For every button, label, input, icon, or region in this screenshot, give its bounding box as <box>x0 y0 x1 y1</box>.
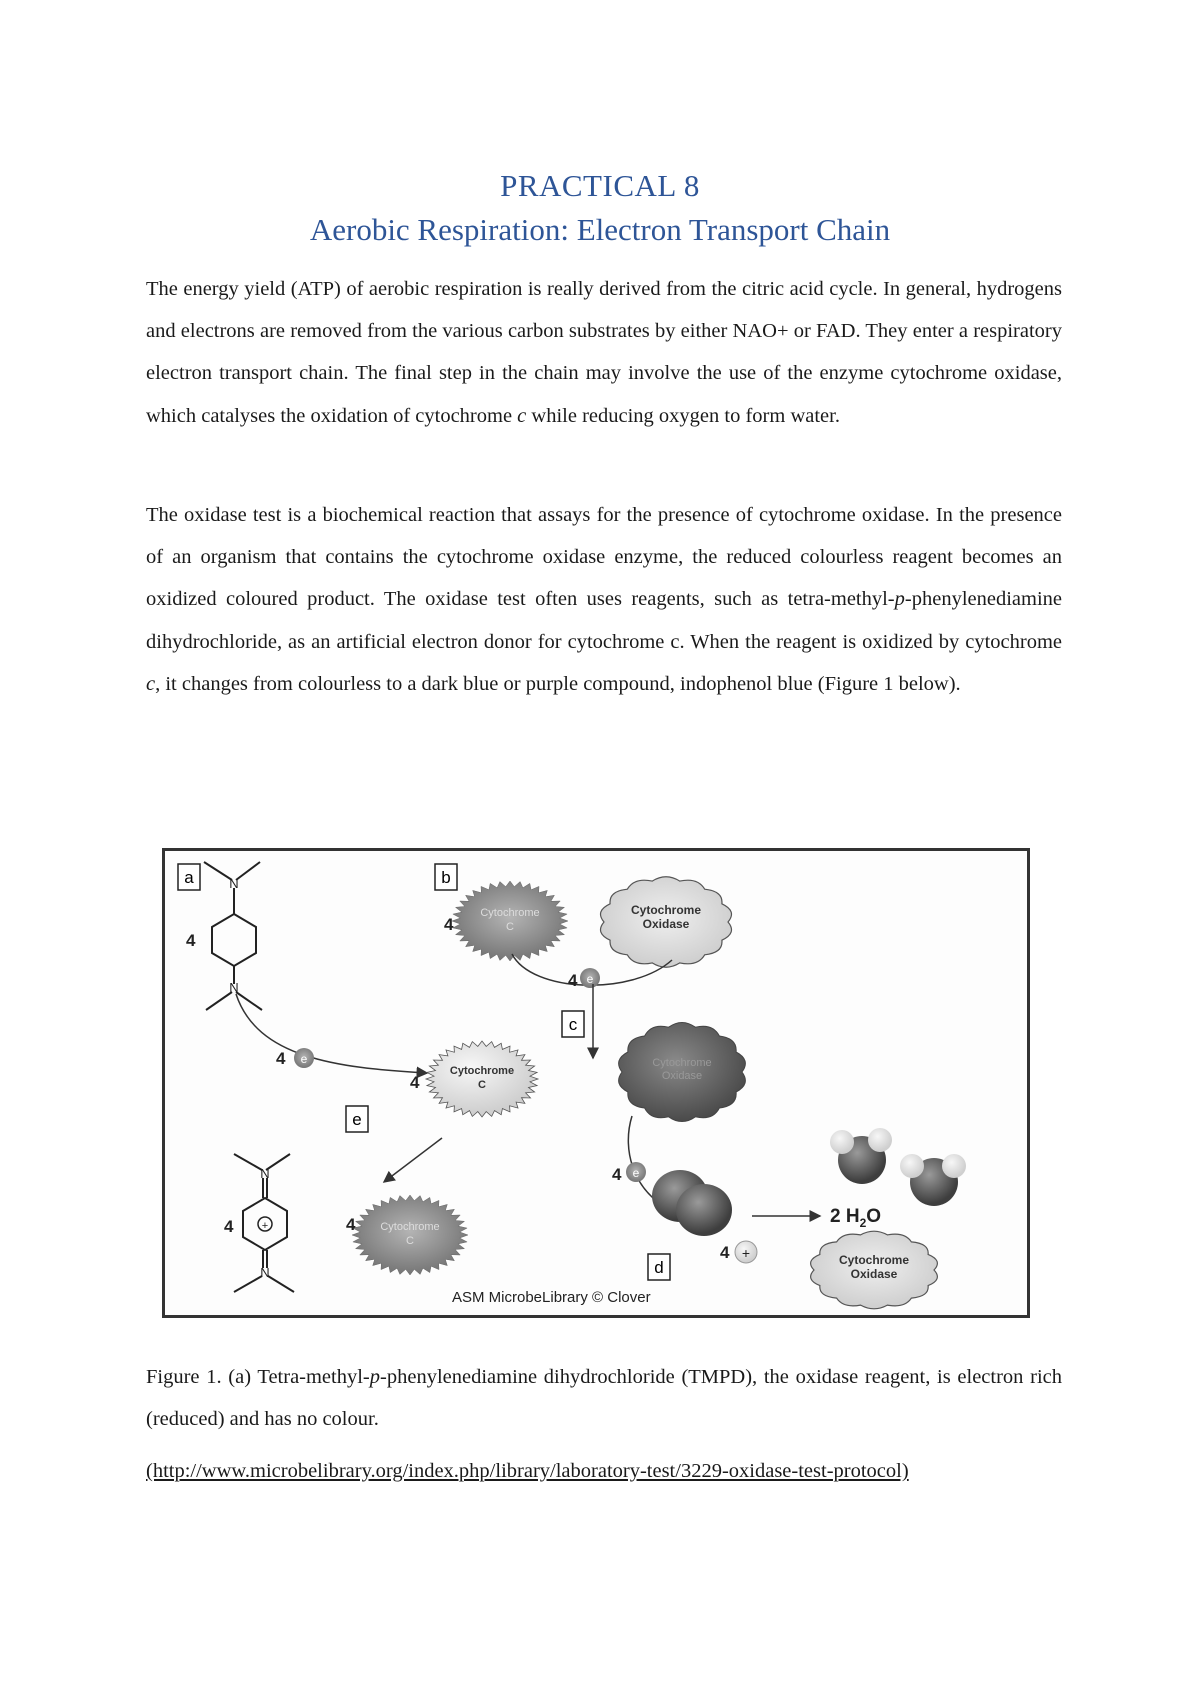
panel-label-c <box>562 1011 584 1037</box>
svg-text:e: e <box>352 1110 362 1129</box>
water-product-label: 2 $H_2O$ <box>830 1206 882 1230</box>
coefficient-tmpd-oxidized: 4 <box>224 1217 234 1236</box>
svg-text:C: C <box>406 1235 414 1247</box>
svg-text:Cytochrome: Cytochrome <box>838 1253 910 1267</box>
panel-label-d <box>648 1254 670 1280</box>
page-title: Aerobic Respiration: Electron Transport Chain <box>309 212 891 247</box>
coefficient-tmpd: 4 <box>186 931 196 950</box>
coefficient-cyt-mid: 4 <box>410 1073 420 1092</box>
coefficient-electron-d: 4 <box>612 1165 622 1184</box>
coefficient-cyt-b: 4 <box>444 915 454 934</box>
paragraph-oxidase-test: The oxidase test is a biochemical reaction that assays for the presence of cytochrome oxidase. In the presence of an organism that contains the cytochrome oxidase enzyme, the reduced colourless reagent becomes an oxidized coloured product. The oxidase test often uses reagents, such as tetra-methyl-p-phenylenediamine dihydrochloride, as an artificial electron donor for cytochrome c. When the reagent is oxidized by cytochrome c, it changes from colourless to a dark blue or purple compound, indophenol blue (Figure 1 below). <box>146 504 1062 695</box>
svg-text:Oxidase: Oxidase <box>850 1267 898 1281</box>
svg-text:Cytochrome: Cytochrome <box>630 903 702 917</box>
ring-charge: + <box>261 1220 269 1232</box>
svg-text:Cytochrome: Cytochrome <box>652 1057 712 1069</box>
svg-text:Cytochrome: Cytochrome <box>449 1065 515 1077</box>
svg-text:C: C <box>506 921 514 933</box>
cytochrome-oxidase-reduced <box>619 1022 746 1121</box>
svg-text:Oxidase: Oxidase <box>661 1070 703 1082</box>
svg-text:a: a <box>184 868 194 887</box>
figure-diagram <box>162 848 1030 1318</box>
coefficient-electron-a: 4 <box>276 1049 286 1068</box>
cytochrome-oxidase-b <box>600 877 731 968</box>
panel-label-e <box>346 1106 368 1132</box>
svg-text:Cytochrome: Cytochrome <box>480 907 540 919</box>
svg-text:C: C <box>478 1079 486 1091</box>
reference-link[interactable]: (http://www.microbelibrary.org/index.php/library/laboratory-test/3229-oxidase-test-protocol) <box>146 1460 909 1482</box>
panel-label-b <box>435 864 457 890</box>
practical-number: PRACTICAL 8 <box>500 168 700 203</box>
svg-text:c: c <box>568 1015 578 1034</box>
amine-n-top-oxidized: N <box>260 1166 270 1181</box>
coefficient-proton: 4 <box>720 1243 730 1262</box>
svg-text:e: e <box>632 1166 640 1180</box>
svg-text:d: d <box>654 1258 664 1277</box>
svg-text:e: e <box>300 1052 308 1066</box>
figure-credit: ASM MicrobeLibrary © Clover <box>452 1289 651 1306</box>
svg-text:+: + <box>741 1245 751 1261</box>
cytochrome-oxidase-regenerated <box>811 1231 938 1309</box>
coefficient-cyt-bottom: 4 <box>346 1215 356 1234</box>
svg-text:Oxidase: Oxidase <box>642 917 690 931</box>
svg-text:b: b <box>441 868 451 887</box>
amine-n-bottom-oxidized: N <box>260 1265 270 1280</box>
amine-n-top: N <box>229 876 239 891</box>
coefficient-electron-b: 4 <box>568 971 578 990</box>
figure-caption: Figure 1. (a) Tetra-methyl-p-phenylenediamine dihydrochloride (TMPD), the oxidase reagent, is electron rich (reduced) and has no colour. <box>146 1366 1062 1431</box>
svg-text:Cytochrome: Cytochrome <box>380 1221 440 1233</box>
amine-n-bottom: N <box>229 980 239 995</box>
paragraph-intro: The energy yield (ATP) of aerobic respiration is really derived from the citric acid cycle. In general, hydrogens and electrons are removed from the various carbon substrates by either NAO+ or FAD. They enter a respiratory electron transport chain. The final step in the chain may involve the use of the enzyme cytochrome oxidase, which catalyses the oxidation of cytochrome c while reducing oxygen to form water. <box>146 278 1062 427</box>
svg-text:e: e <box>586 972 594 986</box>
figure-oxidase-reaction <box>162 848 1030 1318</box>
panel-label-a <box>178 864 200 890</box>
